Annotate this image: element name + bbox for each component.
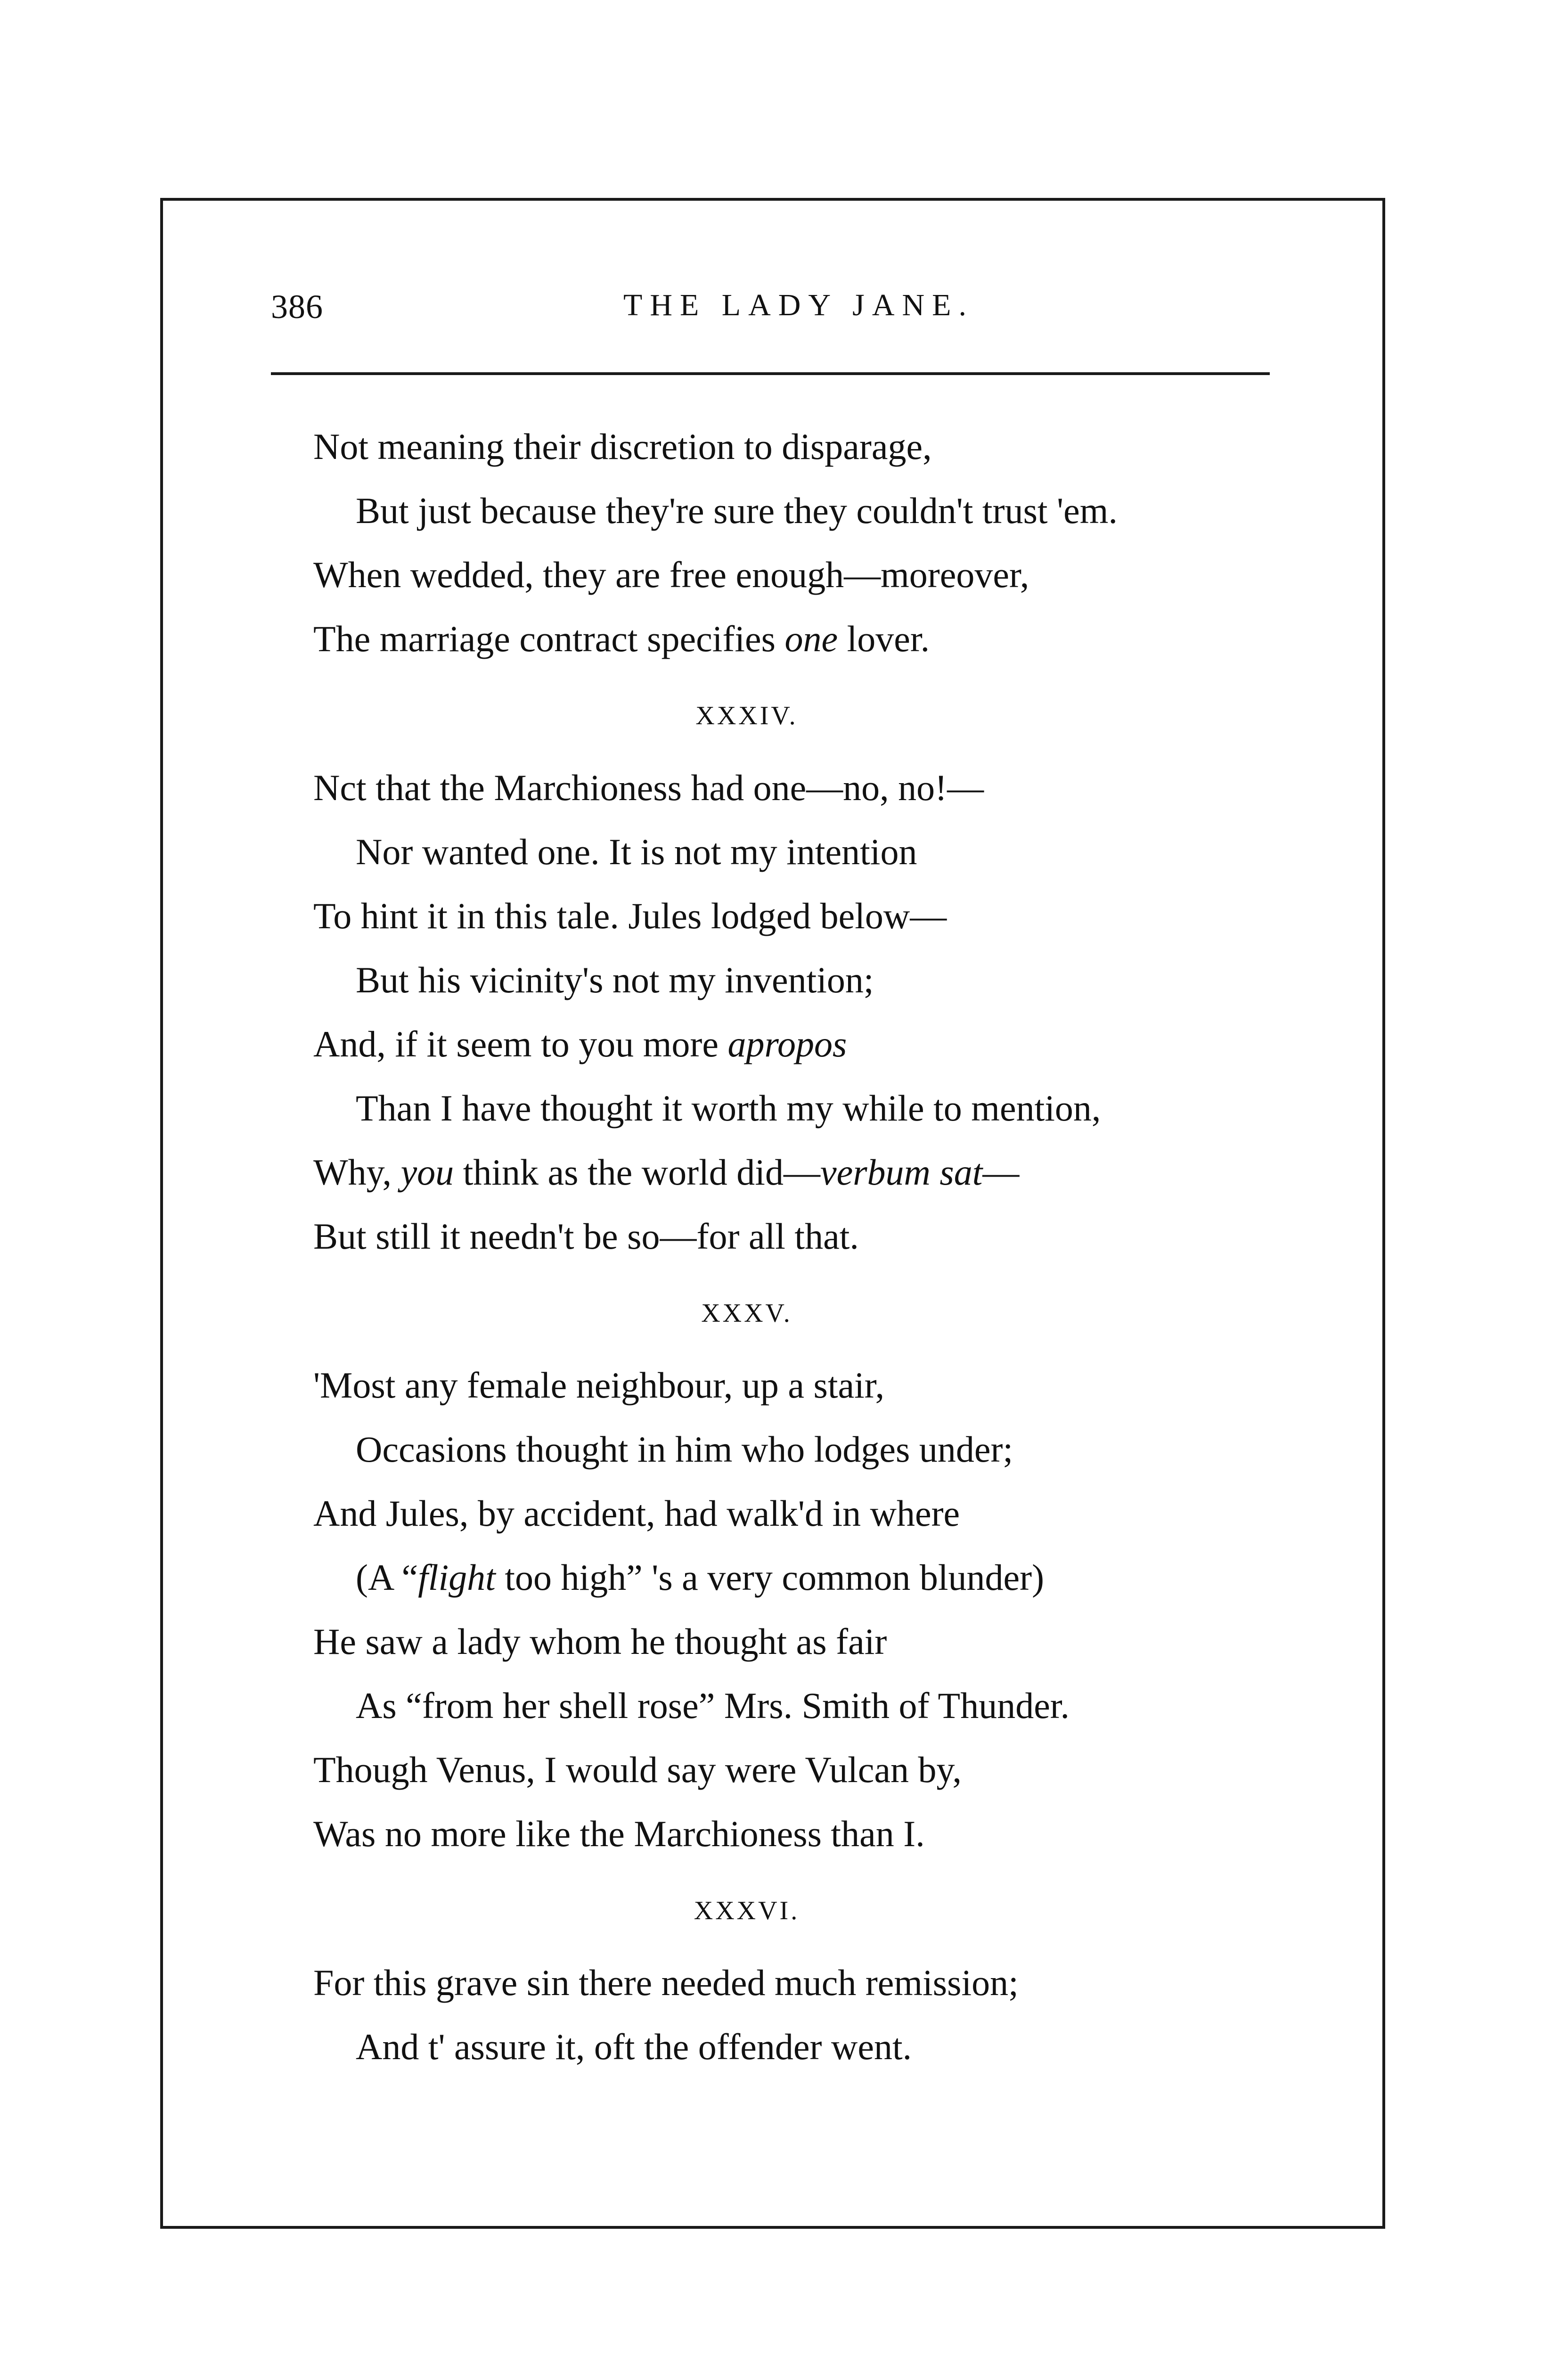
verse-line: Though Venus, I would say were Vulcan by, <box>313 1749 962 1790</box>
verse-line: Was no more like the Marchioness than I. <box>313 1813 925 1854</box>
verse-text: — <box>982 1152 1020 1193</box>
verse-line: But just because they're sure they couldn't trust 'em. <box>356 490 1118 531</box>
italic-word: apropos <box>727 1023 847 1064</box>
verse-line: But still it needn't be so—for all that. <box>313 1216 859 1257</box>
verse-text: too high” 's a very common blunder) <box>495 1557 1045 1598</box>
italic-word: flight <box>418 1557 496 1598</box>
verse-line: When wedded, they are free enough—moreover, <box>313 554 1029 595</box>
verse-text: And, if it seem to you more <box>313 1023 728 1064</box>
verse-line: And Jules, by accident, had walk'd in where <box>313 1493 960 1534</box>
verse-line: And t' assure it, oft the offender went. <box>356 2026 912 2067</box>
italic-phrase: verbum sat <box>820 1152 983 1193</box>
verse-line: But his vicinity's not my invention; <box>356 959 874 1000</box>
header-rule <box>271 372 1270 375</box>
verse-line: Occasions thought in him who lodges under; <box>356 1429 1013 1470</box>
verse-line: 'Most any female neighbour, up a stair, <box>313 1365 885 1406</box>
verse-text: Why, <box>313 1152 401 1193</box>
verse-line <box>313 1012 1256 1076</box>
stanza-numeral: XXXV. <box>701 1299 792 1328</box>
verse-line: For this grave sin there needed much remission; <box>313 1962 1019 2003</box>
stanza-numeral: XXXVI. <box>694 1896 800 1925</box>
stanza-xxxvi <box>313 1885 1256 2079</box>
running-head <box>271 278 1270 344</box>
verse-line <box>313 1140 1256 1204</box>
verse-line <box>313 1546 1256 1610</box>
running-title: THE LADY JANE. <box>623 288 974 322</box>
stanza-numeral: XXXIV. <box>695 701 798 730</box>
verse-text: The marriage contract specifies <box>313 618 785 659</box>
verse-text: think as the world did— <box>454 1152 820 1193</box>
italic-word: you <box>400 1152 454 1193</box>
stanza-xxxv <box>313 1287 1256 1866</box>
verse-line: Not meaning their discretion to disparage, <box>313 426 932 467</box>
stanza-xxxiv <box>313 690 1256 1268</box>
verse-line: To hint it in this tale. Jules lodged below— <box>313 895 947 936</box>
poem-body <box>313 415 1256 2079</box>
verse-line: Nor wanted one. It is not my intention <box>356 831 917 872</box>
verse-line: As “from her shell rose” Mrs. Smith of Thunder. <box>356 1685 1070 1726</box>
verse-line <box>313 607 1256 671</box>
verse-line: He saw a lady whom he thought as fair <box>313 1621 887 1662</box>
verse-text: lover. <box>838 618 930 659</box>
verse-line: Nct that the Marchioness had one—no, no!— <box>313 767 984 808</box>
verse-text: (A “ <box>356 1557 418 1598</box>
intro-stanza <box>313 415 1256 671</box>
verse-line: Than I have thought it worth my while to mention, <box>356 1088 1101 1129</box>
page-number: 386 <box>271 288 323 326</box>
italic-word: one <box>784 618 838 659</box>
